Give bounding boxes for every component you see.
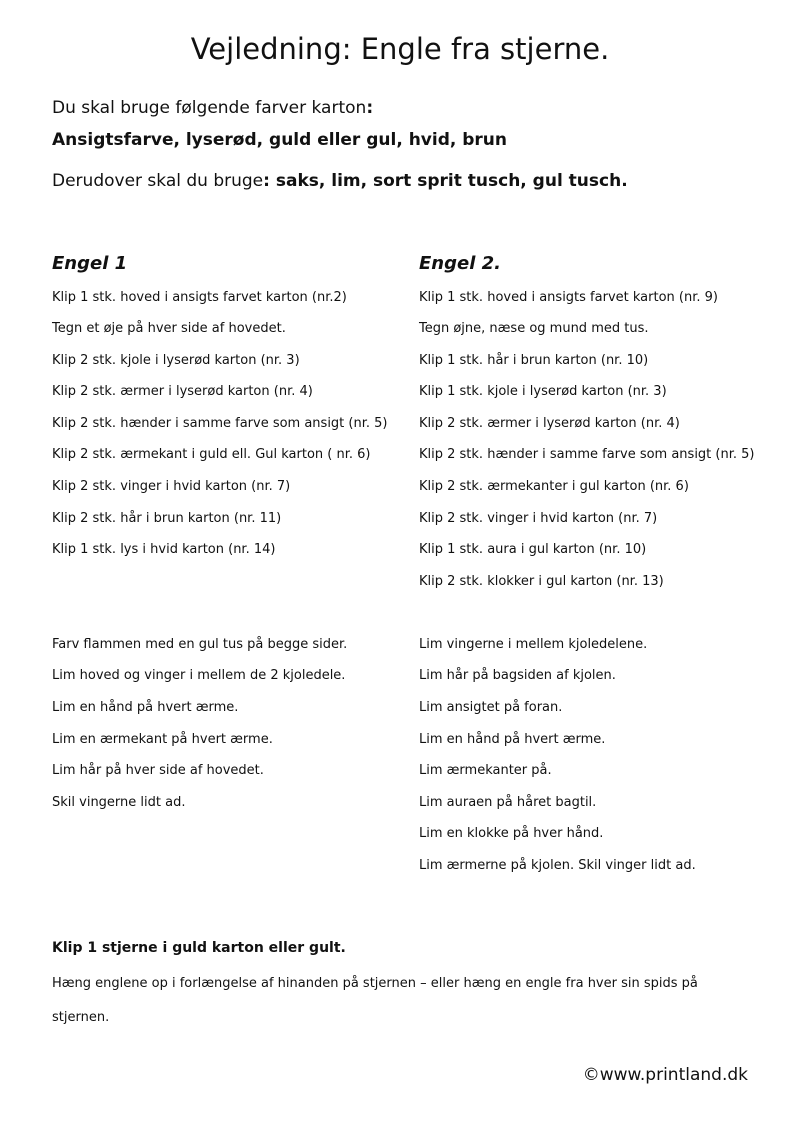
list-item: Klip 2 stk. ærmer i lyserød karton (nr. 4) <box>52 384 313 399</box>
materials-tools <box>52 171 628 191</box>
list-item: Lim ærmerne på kjolen. Skil vinger lidt ad. <box>419 858 696 873</box>
list-item: Klip 2 stk. vinger i hvid karton (nr. 7) <box>419 511 658 526</box>
list-item: Lim ærmekanter på. <box>419 763 552 778</box>
materials-colors <box>52 130 507 150</box>
materials-tools-intro: Derudover skal du bruge <box>52 171 264 191</box>
list-item: Lim en hånd på hvert ærme. <box>419 732 606 747</box>
list-item: Lim en klokke på hver hånd. <box>419 826 604 841</box>
list-item: Lim hår på bagsiden af kjolen. <box>419 668 616 683</box>
angel2-heading: Engel 2. <box>419 253 502 274</box>
list-item: Klip 2 stk. kjole i lyserød karton (nr. 3) <box>52 353 300 368</box>
list-item: Skil vingerne lidt ad. <box>52 795 186 810</box>
list-item: Klip 2 stk. hår i brun karton (nr. 11) <box>52 511 282 526</box>
list-item: Klip 2 stk. vinger i hvid karton (nr. 7) <box>52 479 291 494</box>
list-item: Tegn øjne, næse og mund med tus. <box>419 321 649 336</box>
list-item: Lim en ærmekant på hvert ærme. <box>52 732 273 747</box>
copyright: ©www.printland.dk <box>582 1065 748 1085</box>
list-item: Klip 1 stk. hoved i ansigts farvet karton (nr.2) <box>52 290 347 305</box>
materials-intro <box>52 98 373 118</box>
list-item: Lim auraen på håret bagtil. <box>419 795 597 810</box>
list-item: Klip 1 stk. hår i brun karton (nr. 10) <box>419 353 649 368</box>
list-item: Klip 1 stk. lys i hvid karton (nr. 14) <box>52 542 276 557</box>
list-item: Lim ansigtet på foran. <box>419 700 563 715</box>
list-item: Klip 2 stk. klokker i gul karton (nr. 13) <box>419 574 664 589</box>
list-item: Tegn et øje på hver side af hovedet. <box>52 321 286 336</box>
list-item: Lim hoved og vinger i mellem de 2 kjoledele. <box>52 668 346 683</box>
list-item: Klip 1 stk. aura i gul karton (nr. 10) <box>419 542 647 557</box>
list-item: Klip 2 stk. ærmekanter i gul karton (nr. 6) <box>419 479 689 494</box>
list-item: Klip 2 stk. hænder i samme farve som ansigt (nr. 5) <box>419 447 755 462</box>
list-item: Klip 2 stk. ærmekant i guld ell. Gul karton ( nr. 6) <box>52 447 371 462</box>
star-text-line1: Hæng englene op i forlængelse af hinanden på stjernen – eller hæng en engle fra hver sin spids på <box>52 976 698 991</box>
materials-intro-text: Du skal bruge følgende farver karton <box>52 98 367 118</box>
star-text-line2: stjernen. <box>52 1010 110 1025</box>
list-item: Farv flammen med en gul tus på begge sider. <box>52 637 348 652</box>
materials-colors-text: Ansigtsfarve, lyserød, guld eller gul, hvid, brun <box>52 130 508 150</box>
page-title: Vejledning: Engle fra stjerne. <box>190 32 610 66</box>
star-heading: Klip 1 stjerne i guld karton eller gult. <box>52 940 346 956</box>
materials-intro-colon: : <box>366 98 374 118</box>
list-item: Lim en hånd på hvert ærme. <box>52 700 239 715</box>
list-item: Lim vingerne i mellem kjoledelene. <box>419 637 648 652</box>
list-item: Klip 2 stk. hænder i samme farve som ansigt (nr. 5) <box>52 416 388 431</box>
list-item: Klip 2 stk. ærmer i lyserød karton (nr. 4) <box>419 416 680 431</box>
angel1-heading: Engel 1 <box>52 253 128 274</box>
materials-tools-list: : saks, lim, sort sprit tusch, gul tusch. <box>263 171 628 191</box>
list-item: Lim hår på hver side af hovedet. <box>52 763 264 778</box>
list-item: Klip 1 stk. hoved i ansigts farvet karton (nr. 9) <box>419 290 718 305</box>
list-item: Klip 1 stk. kjole i lyserød karton (nr. 3) <box>419 384 667 399</box>
